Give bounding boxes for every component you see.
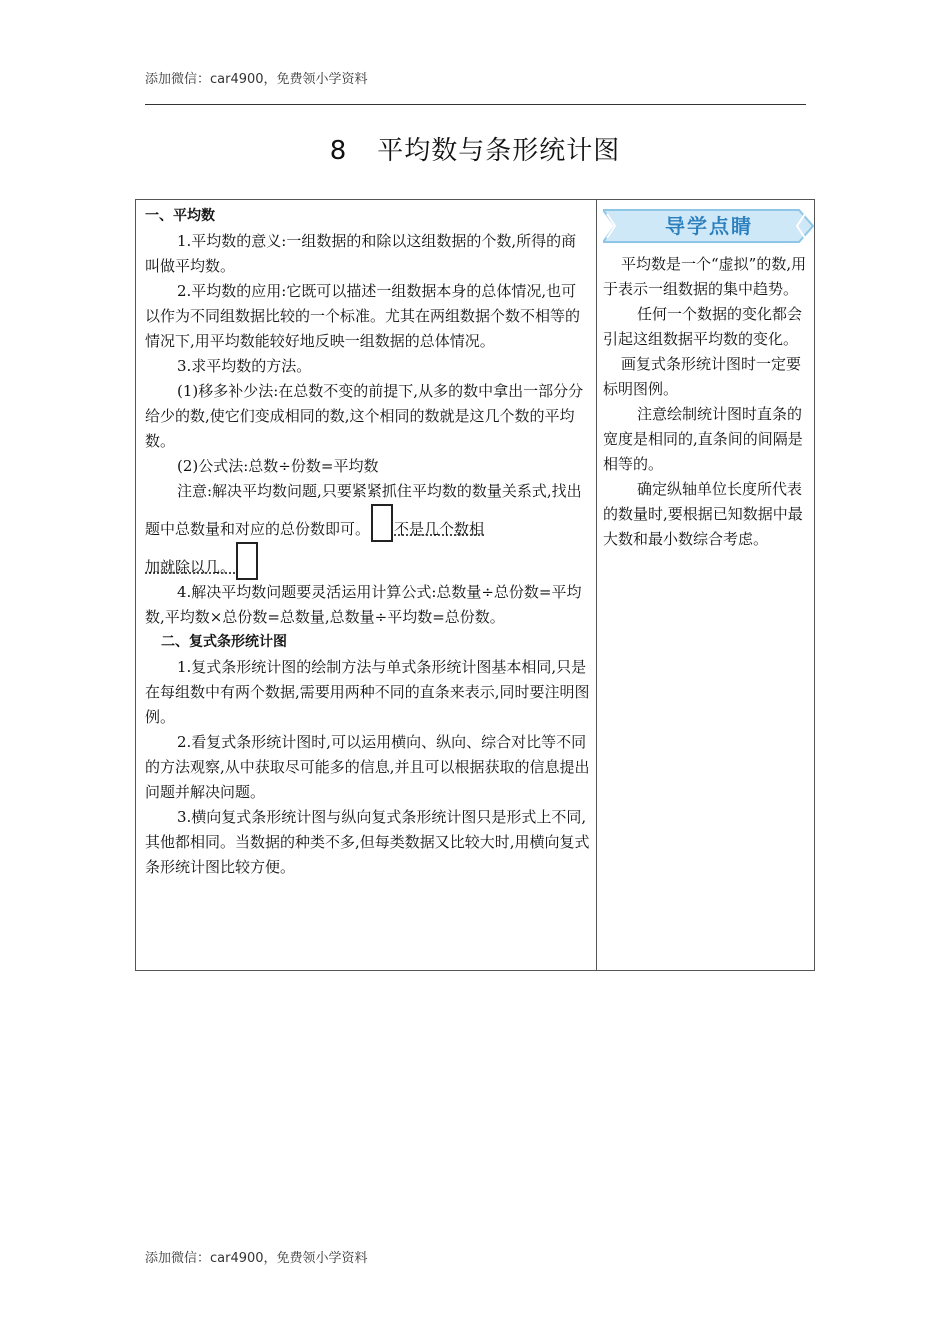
tips-banner bbox=[603, 208, 815, 244]
paragraph: 2.平均数的应用:它既可以描述一组数据本身的总体情况,也可以作为不同组数据比较的一个标准。尤其在两组数据个数不相等的情况下,用平均数能较好地反映一组数据的总体情况。 bbox=[145, 282, 581, 350]
banner-title: 导学点睛 bbox=[665, 214, 753, 238]
paragraph: (1)移多补少法:在总数不变的前提下,从多的数中拿出一部分分给少的数,使它们变成相同的数,这个相同的数就是这几个数的平均数。 bbox=[145, 382, 584, 450]
paragraph: 1.平均数的意义:一组数据的和除以这组数据的个数,所得的商叫做平均数。 bbox=[145, 232, 577, 275]
tip: 确定纵轴单位长度所代表的数量时,要根据已知数据中最大数和最小数综合考虑。 bbox=[603, 480, 803, 548]
paragraph: 3.横向复式条形统计图与纵向复式条形统计图只是形式上不同,其他都相同。当数据的种类不多,但每类数据又比较大时,用横向复式条形统计图比较方便。 bbox=[145, 808, 590, 876]
tip: 画复式条形统计图时一定要标明图例。 bbox=[603, 355, 802, 398]
paragraph: 1.复式条形统计图的绘制方法与单式条形统计图基本相同,只是在每组数中有两个数据,需要用两种不同的直条来表示,同时要注明图例。 bbox=[145, 658, 590, 726]
note-end-text: 加就除以几。 bbox=[145, 558, 236, 576]
footer-note: 添加微信：car4900，免费领小学资料 bbox=[145, 1251, 368, 1266]
paragraph: 3.求平均数的方法。 bbox=[177, 357, 312, 375]
paragraph: 4.解决平均数问题要灵活运用计算公式:总数量÷总份数=平均数,平均数×总份数=总数量,总数量÷平均数=总份数。 bbox=[145, 583, 582, 626]
knowledge-column bbox=[145, 204, 590, 880]
blank-box bbox=[371, 504, 393, 542]
blank-box bbox=[236, 542, 258, 580]
note-paragraph bbox=[145, 479, 590, 542]
tip: 平均数是一个“虚拟”的数,用于表示一组数据的集中趋势。 bbox=[603, 255, 807, 298]
emphasis-text: 不是几个数相 bbox=[394, 520, 485, 538]
section-heading-bar-chart: 二、复式条形统计图 bbox=[161, 634, 287, 650]
header-note: 添加微信：car4900，免费领小学资料 bbox=[145, 72, 368, 87]
paragraph: (2)公式法:总数÷份数=平均数 bbox=[177, 457, 379, 475]
tip: 注意绘制统计图时直条的宽度是相同的,直条间的间隔是相等的。 bbox=[603, 405, 803, 473]
lesson-title: 平均数与条形统计图 bbox=[377, 136, 621, 166]
paragraph: 2.看复式条形统计图时,可以运用横向、纵向、综合对比等不同的方法观察,从中获取尽可能多的信息,并且可以根据获取的信息提出问题并解决问题。 bbox=[145, 733, 590, 801]
note-text: 注意:解决平均数问题,只要紧紧抓住平均数的数量关系式,找出题中总数量和对应的总份数即可。 bbox=[145, 482, 582, 538]
column-divider bbox=[596, 200, 597, 970]
content-table bbox=[135, 199, 815, 971]
page-title bbox=[0, 130, 950, 167]
header-divider bbox=[145, 104, 806, 105]
section-heading-average: 一、平均数 bbox=[145, 208, 215, 224]
tip: 任何一个数据的变化都会引起这组数据平均数的变化。 bbox=[603, 305, 803, 348]
lesson-number: 8 bbox=[329, 136, 348, 166]
note-continuation bbox=[145, 542, 590, 580]
tips-column bbox=[603, 208, 815, 552]
